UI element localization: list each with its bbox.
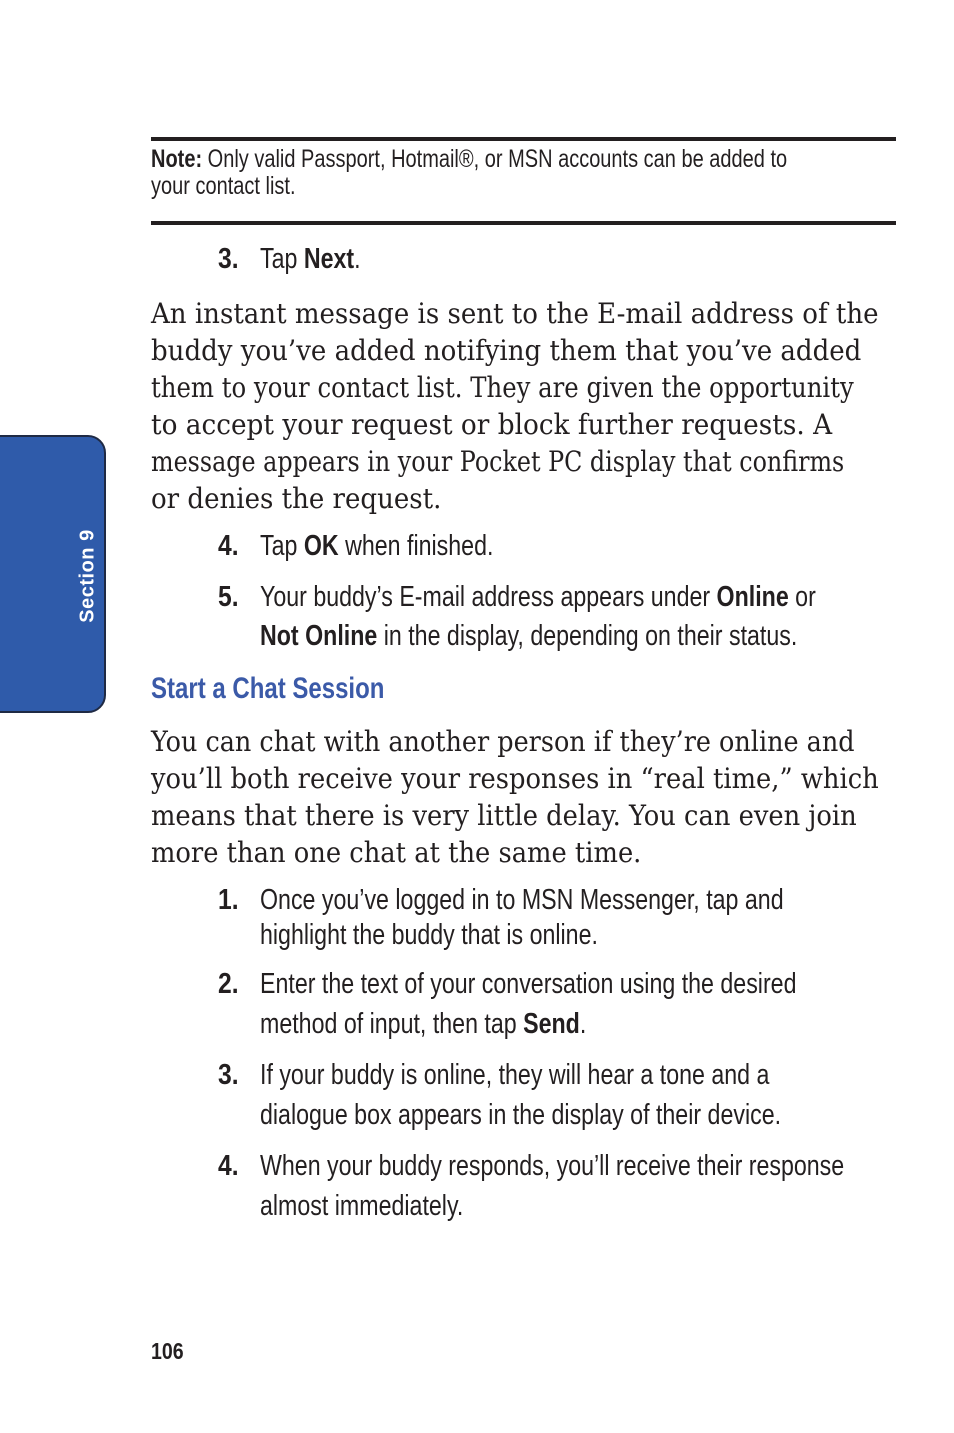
section-tab-label: Section 9	[76, 529, 99, 623]
step-text: If your buddy is online, they will hear a tone and a dialogue box appears in the display of their device.	[260, 1059, 782, 1131]
send-keyword: Send	[523, 1008, 580, 1040]
next-keyword: Next	[303, 243, 355, 275]
note-top-rule	[151, 137, 896, 141]
paragraph-line: message appears in your Pocket PC display that confirms	[151, 445, 845, 478]
online-keyword: Online	[716, 581, 789, 613]
paragraph-line: buddy you’ve added notifying them that you’ve added	[151, 334, 862, 367]
paragraph-line: An instant message is sent to the E-mail address of the	[151, 297, 879, 330]
paragraph-line: to accept your request or block further requests. A	[151, 408, 833, 441]
paragraph-line: means that there is very little delay. You can even join	[151, 799, 857, 832]
step-number: 2.	[218, 968, 239, 1000]
paragraph-line: them to your contact list. They are given the opportunity	[151, 371, 854, 404]
step-number: 1.	[218, 884, 239, 916]
step-number: 4.	[218, 530, 239, 562]
not-online-keyword: Not Online	[260, 620, 378, 652]
paragraph-instant-message	[151, 295, 896, 517]
paragraph-line: you’ll both receive your responses in “real time,” which	[151, 762, 879, 795]
paragraph-line: or denies the request.	[151, 482, 442, 515]
step-number: 3.	[218, 243, 239, 275]
paragraph-line: more than one chat at the same time.	[151, 836, 642, 869]
paragraph-line: You can chat with another person if they’re online and	[151, 725, 855, 758]
step-number: 3.	[218, 1059, 239, 1091]
ok-keyword: OK	[303, 530, 339, 562]
step-text: Enter the text of your conversation using the desired method of input, then tap Send.	[260, 968, 797, 1040]
note	[151, 146, 895, 200]
section-heading: Start a Chat Session	[151, 672, 385, 705]
step-number: 4.	[218, 1150, 239, 1182]
step-text: Once you’ve logged in to MSN Messenger, tap and highlight the buddy that is online.	[260, 884, 784, 951]
note-label: Note:	[151, 145, 203, 173]
note-line-1: Only valid Passport, Hotmail®, or MSN accounts can be added to	[207, 145, 788, 173]
step-text: Your buddy’s E-mail address appears under Online or Not Online in the display, depending on their status.	[260, 581, 816, 652]
step-text: When your buddy responds, you’ll receive their response almost immediately.	[260, 1150, 845, 1222]
page-number: 106	[151, 1338, 184, 1364]
note-bottom-rule	[151, 221, 896, 225]
step-text: Tap OK when finished.	[260, 530, 494, 562]
paragraph-chat-intro	[151, 723, 896, 871]
step-text: Tap Next.	[260, 243, 361, 275]
note-line-2: your contact list.	[151, 172, 296, 200]
step-number: 5.	[218, 581, 239, 613]
